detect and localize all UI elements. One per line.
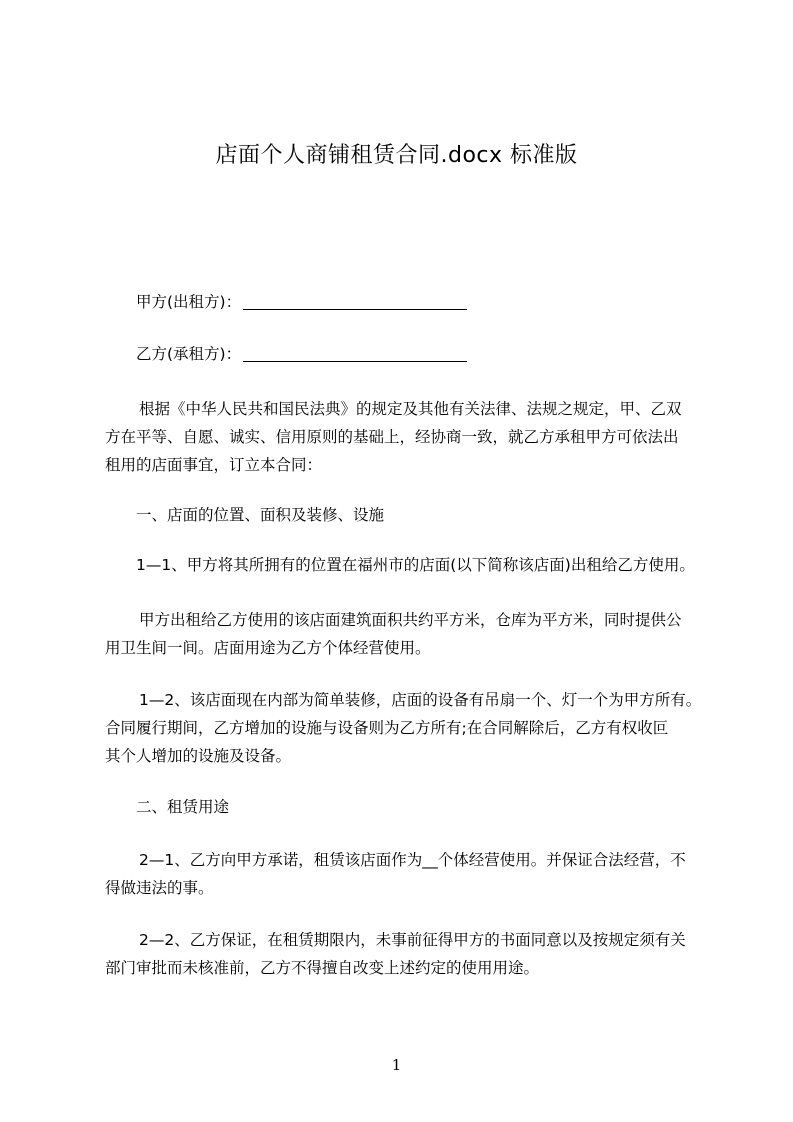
- clause-line: 用卫生间一间。店面用途为乙方个体经营使用。: [105, 639, 431, 657]
- party-a-blank: [243, 291, 467, 310]
- party-b-label: 乙方(承租方)：: [136, 345, 242, 363]
- section-1-heading: 一、店面的位置、面积及装修、设施: [136, 506, 385, 524]
- intro-line: 方在平等、自愿、诚实、信用原则的基础上，经协商一致，就乙方承租甲方可依法出: [105, 428, 679, 446]
- party-a-line: [136, 288, 736, 316]
- intro-line: 根据《中华人民共和国民法典》的规定及其他有关法律、法规之规定，甲、乙双: [139, 400, 682, 418]
- document-title: 店面个人商铺租赁合同.docx 标准版: [215, 143, 578, 168]
- page-number: 1: [391, 1056, 402, 1074]
- clause-1-2: [105, 686, 705, 770]
- clause-2-2: [105, 926, 705, 982]
- clause-line: 2—2、乙方保证，在租赁期限内，未事前征得甲方的书面同意以及按规定须有关: [139, 931, 686, 949]
- clause-1-1: 1—1、甲方将其所拥有的位置在福州市的店面(以下简称该店面)出租给乙方使用。: [136, 556, 695, 574]
- clause-1-1-details: [105, 606, 705, 662]
- clause-line: 得做违法的事。: [105, 879, 214, 897]
- intro-line: 租用的店面事宜，订立本合同：: [105, 456, 323, 474]
- clause-line: 其个人增加的设施及设备。: [105, 747, 292, 765]
- party-a-label: 甲方(出租方)：: [136, 293, 242, 311]
- clause-line: 2—1、乙方向甲方承诺，租赁该店面作为__个体经营使用。并保证合法经营，不: [139, 851, 686, 869]
- clause-line: 1—2、该店面现在内部为简单装修，店面的设备有吊扇一个、灯一个为甲方所有。: [139, 691, 702, 709]
- intro-paragraph: [105, 395, 705, 479]
- clause-2-1: [105, 846, 705, 902]
- party-b-line: [136, 340, 736, 368]
- clause-line: 合同履行期间，乙方增加的设施与设备则为乙方所有;在合同解除后，乙方有权收叵: [105, 719, 669, 737]
- party-b-blank: [243, 343, 467, 362]
- clause-line: 甲方出租给乙方使用的该店面建筑面积共约平方米，仓库为平方米，同时提供公: [139, 611, 682, 629]
- clause-line: 部门审批而未核准前，乙方不得擅自改变上述约定的使用用途。: [105, 959, 540, 977]
- section-2-heading: 二、租赁用途: [136, 798, 230, 816]
